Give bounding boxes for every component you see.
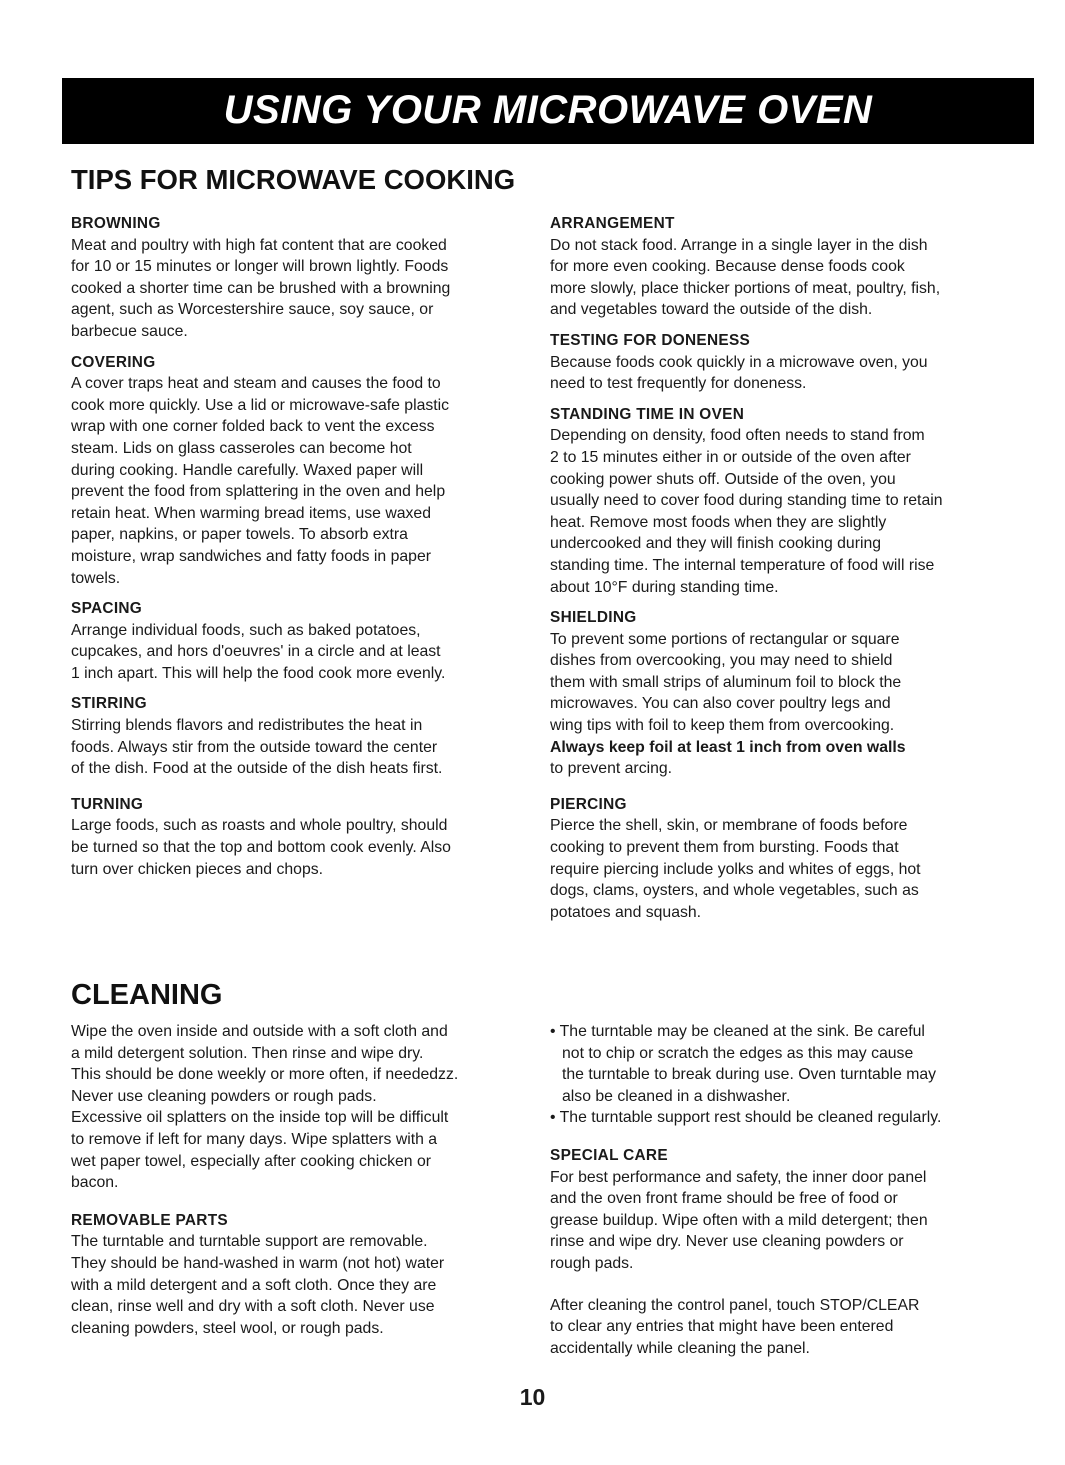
cleaning-intro-line: Never use cleaning powders or rough pads. — [71, 1087, 377, 1105]
standing-line: undercooked and they will finish cooking during — [550, 535, 882, 553]
covering-line: prevent the food from splattering in the oven and help — [71, 483, 446, 501]
removable-parts-line: cleaning powders, steel wool, or rough pads. — [71, 1319, 384, 1337]
support-bullet: • The turntable support rest should be cleaned regularly. — [550, 1109, 942, 1127]
removable-parts-heading: REMOVABLE PARTS — [71, 1211, 228, 1229]
cleaning-intro-line: to remove if left for many days. Wipe splatters with a — [71, 1130, 438, 1148]
browning-heading: BROWNING — [71, 215, 161, 232]
browning-line: Meat and poultry with high fat content that are cooked — [71, 236, 447, 254]
piercing-heading: PIERCING — [550, 795, 627, 813]
standing-line: usually need to cover food during standing time to retain — [550, 492, 943, 510]
cleaning-intro-line: a mild detergent solution. Then rinse and wipe dry. — [71, 1044, 424, 1062]
testing-line: Because foods cook quickly in a microwave oven, you — [550, 353, 928, 371]
turntable-bullet: • The turntable may be cleaned at the sink. Be careful — [550, 1023, 925, 1040]
covering-line: during cooking. Handle carefully. Waxed paper will — [71, 461, 424, 479]
shielding-line: them with small strips of aluminum foil to block the — [550, 673, 902, 691]
removable-parts-line: The turntable and turntable support are removable. — [71, 1233, 428, 1251]
removable-parts-line: with a mild detergent and a soft cloth. Once they are — [71, 1276, 437, 1294]
cleaning-intro-line: This should be done weekly or more often, if neededzz. — [71, 1066, 459, 1084]
cleaning-left-column — [71, 1021, 531, 1339]
standing-line: heat. Remove most foods when they are slightly — [550, 513, 887, 531]
covering-line: towels. — [71, 569, 121, 587]
turning-heading: TURNING — [71, 795, 144, 813]
testing-heading: TESTING FOR DONENESS — [550, 331, 751, 349]
arrangement-line: for more even cooking. Because dense foods cook — [550, 258, 905, 276]
shielding-warning-tail: to prevent arcing. — [550, 760, 673, 778]
covering-line: cook more quickly. Use a lid or microwave-safe plastic — [71, 396, 450, 414]
covering-heading: COVERING — [71, 353, 156, 371]
shielding-warning: Always keep foil at least 1 inch from oven walls — [550, 738, 906, 756]
piercing-line: require piercing include yolks and whites of eggs, hot — [550, 860, 921, 878]
standing-line: 2 to 15 minutes either in or outside of the oven after — [550, 448, 911, 466]
standing-line: cooking power shuts off. Outside of the oven, you — [550, 470, 896, 488]
shielding-line: dishes from overcooking, you may need to shield — [550, 652, 893, 670]
stirring-line: of the dish. Food at the outside of the dish heats first. — [71, 760, 443, 778]
piercing-line: cooking to prevent them from bursting. Foods that — [550, 839, 899, 857]
special-care-line: rinse and wipe dry. Never use cleaning powders or — [550, 1233, 904, 1251]
stirring-line: Stirring blends flavors and redistributes the heat in — [71, 717, 423, 735]
arrangement-line: more slowly, place thicker portions of meat, poultry, fish, — [550, 279, 941, 297]
control-panel-note-line: accidentally while cleaning the panel. — [550, 1339, 810, 1357]
turntable-bullet-line: also be cleaned in a dishwasher. — [562, 1087, 791, 1105]
shielding-line: To prevent some portions of rectangular or square — [550, 630, 900, 648]
cleaning-section-title: CLEANING — [71, 979, 223, 1011]
piercing-line: dogs, clams, oysters, and whole vegetables, such as — [550, 882, 919, 900]
covering-line: wrap with one corner folded back to vent the excess — [71, 418, 435, 436]
cleaning-intro-line: Wipe the oven inside and outside with a soft cloth and — [71, 1023, 448, 1040]
shielding-line: microwaves. You can also cover poultry legs and — [550, 695, 891, 713]
tips-right-column — [550, 213, 1020, 923]
cleaning-intro-line: Excessive oil splatters on the inside top will be difficult — [71, 1109, 449, 1127]
standing-line: about 10°F during standing time. — [550, 578, 779, 596]
spacing-line: Arrange individual foods, such as baked potatoes, — [71, 621, 421, 639]
cleaning-intro-line: bacon. — [71, 1174, 119, 1192]
tips-section-title: TIPS FOR MICROWAVE COOKING — [71, 164, 516, 195]
shielding-heading: SHIELDING — [550, 609, 637, 627]
turning-line: Large foods, such as roasts and whole poultry, should — [71, 817, 448, 835]
standing-heading: STANDING TIME IN OVEN — [550, 405, 745, 423]
special-care-line: grease buildup. Wipe often with a mild detergent; then — [550, 1211, 928, 1229]
page-number: 10 — [519, 1384, 546, 1410]
arrangement-line: Do not stack food. Arrange in a single layer in the dish — [550, 236, 928, 254]
piercing-line: Pierce the shell, skin, or membrane of foods before — [550, 817, 908, 835]
browning-line: cooked a shorter time can be brushed with a browning — [71, 279, 451, 297]
header-banner — [62, 78, 1034, 144]
cleaning-intro-line: wet paper towel, especially after cooking chicken or — [71, 1152, 432, 1170]
banner-title: USING YOUR MICROWAVE OVEN — [223, 88, 873, 132]
covering-line: steam. Lids on glass casseroles can become hot — [71, 439, 412, 457]
turntable-bullet-line: not to chip or scratch the edges as this may cause — [562, 1044, 914, 1062]
covering-line: retain heat. When warming bread items, use waxed — [71, 504, 431, 522]
special-care-heading: SPECIAL CARE — [550, 1146, 668, 1164]
special-care-line: For best performance and safety, the inner door panel — [550, 1168, 927, 1186]
turning-line: be turned so that the top and bottom cook evenly. Also — [71, 839, 451, 857]
covering-line: A cover traps heat and steam and causes the food to — [71, 375, 441, 393]
arrangement-line: and vegetables toward the outside of the dish. — [550, 301, 873, 319]
piercing-line: potatoes and squash. — [550, 903, 702, 921]
control-panel-note-line: to clear any entries that might have been entered — [550, 1318, 894, 1336]
turning-line: turn over chicken pieces and chops. — [71, 860, 324, 878]
removable-parts-line: clean, rinse well and dry with a soft cloth. Never use — [71, 1298, 435, 1316]
tips-left-column — [71, 213, 521, 880]
special-care-line: rough pads. — [550, 1254, 634, 1272]
control-panel-note-line: After cleaning the control panel, touch STOP/CLEAR — [550, 1296, 920, 1314]
special-care-line: and the oven front frame should be free of food or — [550, 1190, 898, 1208]
stirring-heading: STIRRING — [71, 695, 147, 713]
spacing-line: 1 inch apart. This will help the food cook more evenly. — [71, 664, 446, 682]
turntable-bullet-line: the turntable to break during use. Oven turntable may — [562, 1066, 937, 1084]
cleaning-right-column — [550, 1021, 1020, 1359]
spacing-heading: SPACING — [71, 600, 143, 618]
testing-line: need to test frequently for doneness. — [550, 375, 807, 393]
removable-parts-line: They should be hand-washed in warm (not hot) water — [71, 1254, 445, 1272]
shielding-line: wing tips with foil to keep them from overcooking. — [550, 717, 895, 735]
arrangement-heading: ARRANGEMENT — [550, 215, 675, 232]
covering-line: paper, napkins, or paper towels. To absorb extra — [71, 526, 408, 544]
stirring-line: foods. Always stir from the outside toward the center — [71, 738, 438, 756]
standing-line: standing time. The internal temperature of food will rise — [550, 556, 935, 574]
standing-line: Depending on density, food often needs to stand from — [550, 427, 925, 445]
browning-line: for 10 or 15 minutes or longer will brown lightly. Foods — [71, 258, 449, 276]
covering-line: moisture, wrap sandwiches and fatty foods in paper — [71, 547, 432, 565]
browning-line: barbecue sauce. — [71, 322, 188, 340]
spacing-line: cupcakes, and hors d'oeuvres' in a circle and at least — [71, 643, 441, 661]
browning-line: agent, such as Worcestershire sauce, soy sauce, or — [71, 301, 434, 319]
